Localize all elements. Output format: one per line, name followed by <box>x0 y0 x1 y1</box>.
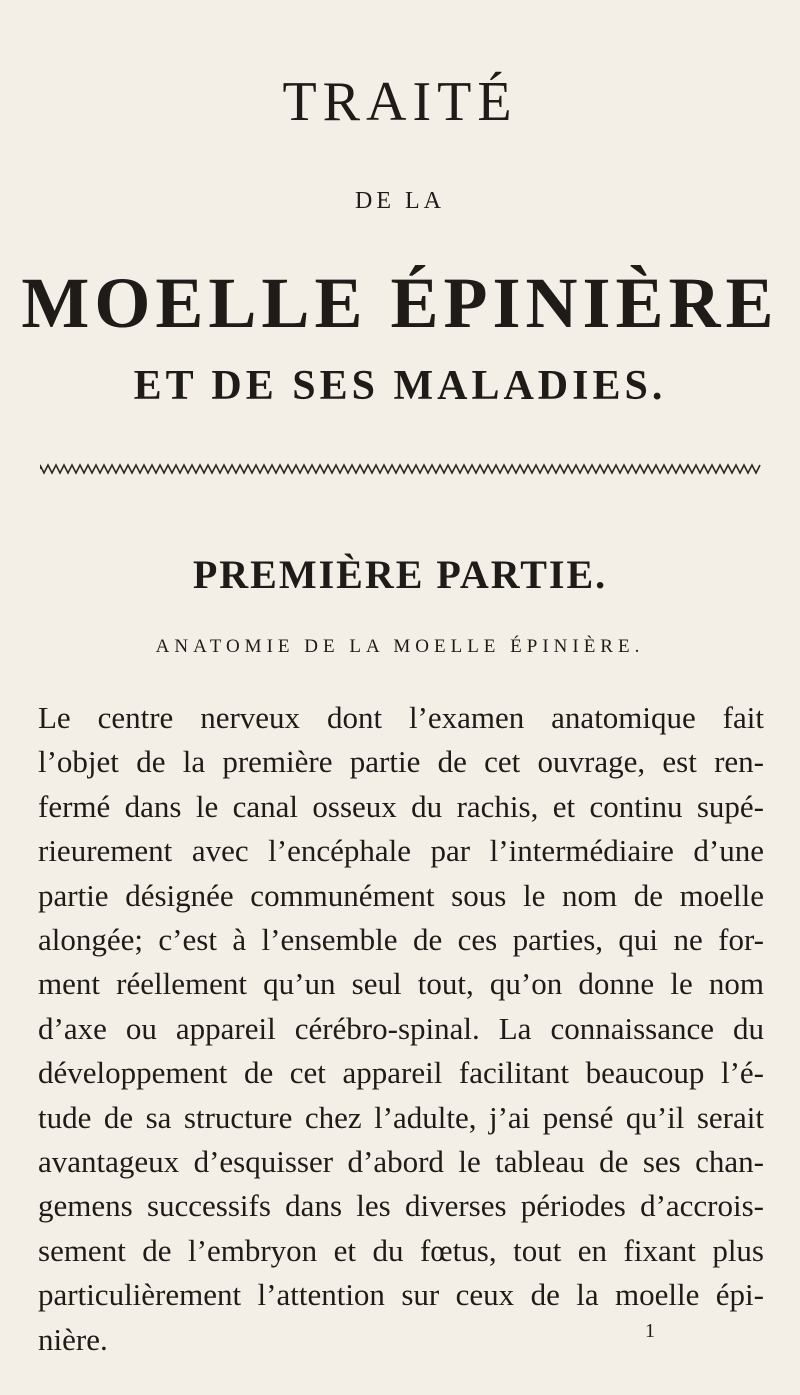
body-line: avantageux d’esquisser d’abord le tableau de ses chan- <box>38 1144 764 1180</box>
body-line: partie désignée communément sous le nom de moelle <box>38 877 764 913</box>
body-line: nière. <box>38 1321 108 1357</box>
body-line: rieurement avec l’encéphale par l’intermédiaire d’une <box>38 833 764 869</box>
title-connector: DE LA <box>355 188 445 214</box>
section-title: ANATOMIE DE LA MOELLE ÉPINIÈRE. <box>155 636 645 657</box>
part-title: PREMIÈRE PARTIE. <box>192 552 608 597</box>
body-line: gemens successifs dans les diverses périodes d’accrois- <box>38 1188 764 1224</box>
folio-signature: 1 <box>645 1320 655 1342</box>
body-line: développement de cet appareil facilitant beaucoup l’é- <box>38 1055 764 1091</box>
body-line: l’objet de la première partie de cet ouvrage, est ren- <box>38 744 764 780</box>
body-line: particulièrement l’attention sur ceux de la moelle épi- <box>38 1277 764 1313</box>
body-line: ment réellement qu’un seul tout, qu’on donne le nom <box>38 966 764 1002</box>
body-line: tude de sa structure chez l’adulte, j’ai pensé qu’il serait <box>38 1099 764 1135</box>
body-line: Le centre nerveux dont l’examen anatomique fait <box>38 700 764 735</box>
body-line: fermé dans le canal osseux du rachis, et continu supé- <box>38 788 764 824</box>
decorative-rule <box>40 462 762 476</box>
sub-title: ET DE SES MALADIES. <box>133 363 667 409</box>
body-paragraph <box>38 696 764 1362</box>
title-traite: TRAITÉ <box>282 71 518 133</box>
body-line: alongée; c’est à l’ensemble de ces parties, qui ne for- <box>38 922 764 958</box>
body-line: d’axe ou appareil cérébro-spinal. La connaissance du <box>38 1010 764 1046</box>
main-title: MOELLE ÉPINIÈRE <box>21 263 779 343</box>
body-line: sement de l’embryon et du fœtus, tout en fixant plus <box>38 1232 764 1268</box>
